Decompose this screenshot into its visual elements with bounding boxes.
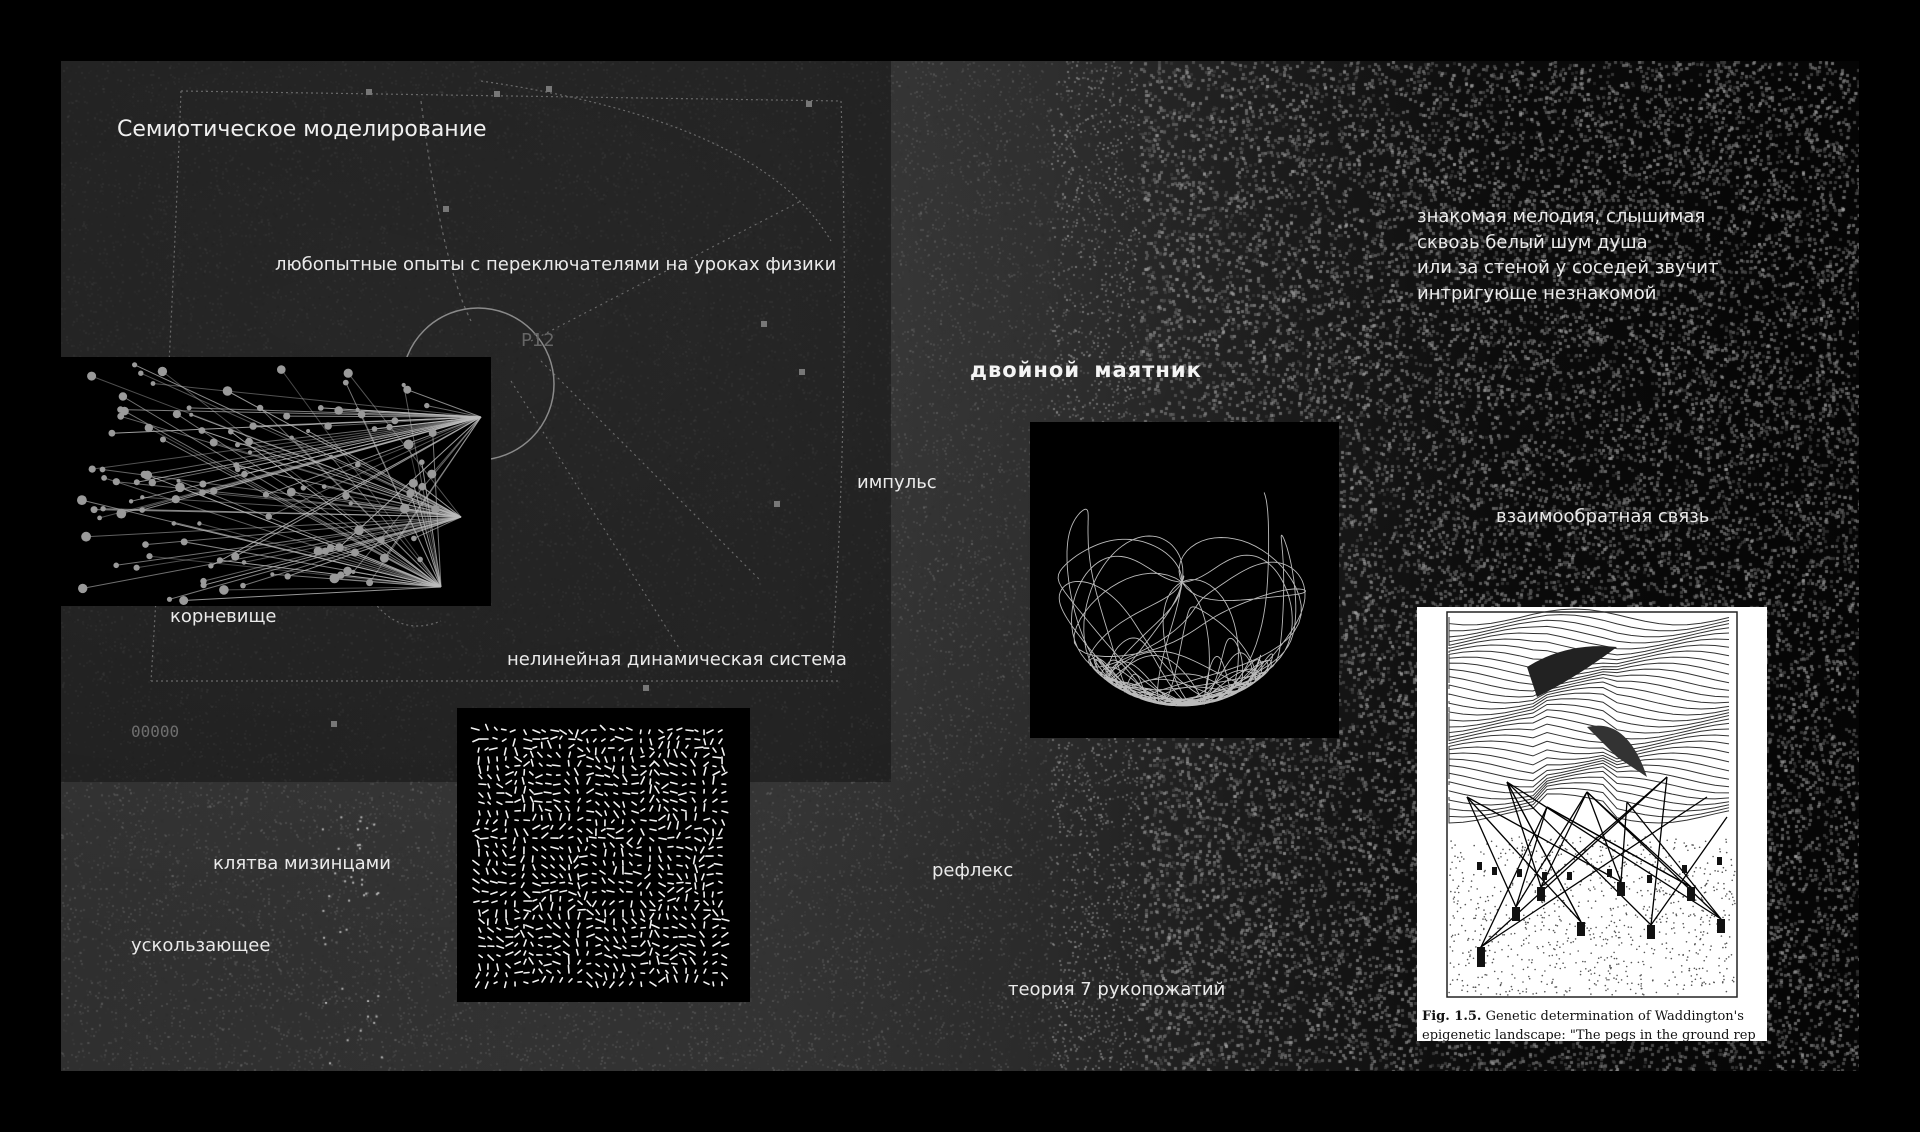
vector-field-strokes [457,708,750,1002]
label-rhizome: корневище [170,606,277,627]
label-pinky-swear: клятва мизинцами [213,853,391,874]
label-reflex: рефлекс [932,860,1014,881]
label-double-pendulum: двойной маятник [970,358,1202,382]
moodboard-canvas [61,61,1859,1071]
melody-quote [1417,204,1718,306]
label-feedback-loop: взаимообратная связь [1496,506,1710,527]
label-impulse: импульс [857,472,937,493]
melody-line-3: или за стеной у соседей звучит [1417,257,1719,278]
caption-line-2: epigenetic landscape: "The pegs in the ground rep [1422,1028,1756,1041]
vector-field-image [457,708,750,1002]
page-title: Семиотическое моделирование [117,117,487,142]
melody-line-1: знакомая мелодия, слышимая [1417,206,1706,227]
waddington-figure-image [1417,607,1767,1041]
label-seven-handshakes: теория 7 рукопожатий [1008,979,1226,1000]
circle-label: P12 [521,330,555,351]
epigenetic-landscape-drawing [1417,607,1767,1002]
figure-caption [1422,1007,1767,1041]
label-elusive: ускользающее [131,935,271,956]
rhizome-network-lines [61,357,491,606]
pendulum-trajectories [1030,422,1339,738]
counter-readout: 00000 [131,722,180,741]
melody-line-4: интригующе незнакомой [1417,282,1657,304]
label-nonlinear-system: нелинейная динамическая система [507,649,847,670]
figure-label: Fig. 1.5. [1422,1009,1482,1024]
label-physics-experiments: любопытные опыты с переключателями на уроках физики [275,254,837,275]
rhizome-network-image [61,357,491,606]
caption-line-1: Genetic determination of Waddington's [1485,1009,1744,1024]
double-pendulum-image [1030,422,1339,738]
melody-line-2: сквозь белый шум душа [1417,231,1648,253]
